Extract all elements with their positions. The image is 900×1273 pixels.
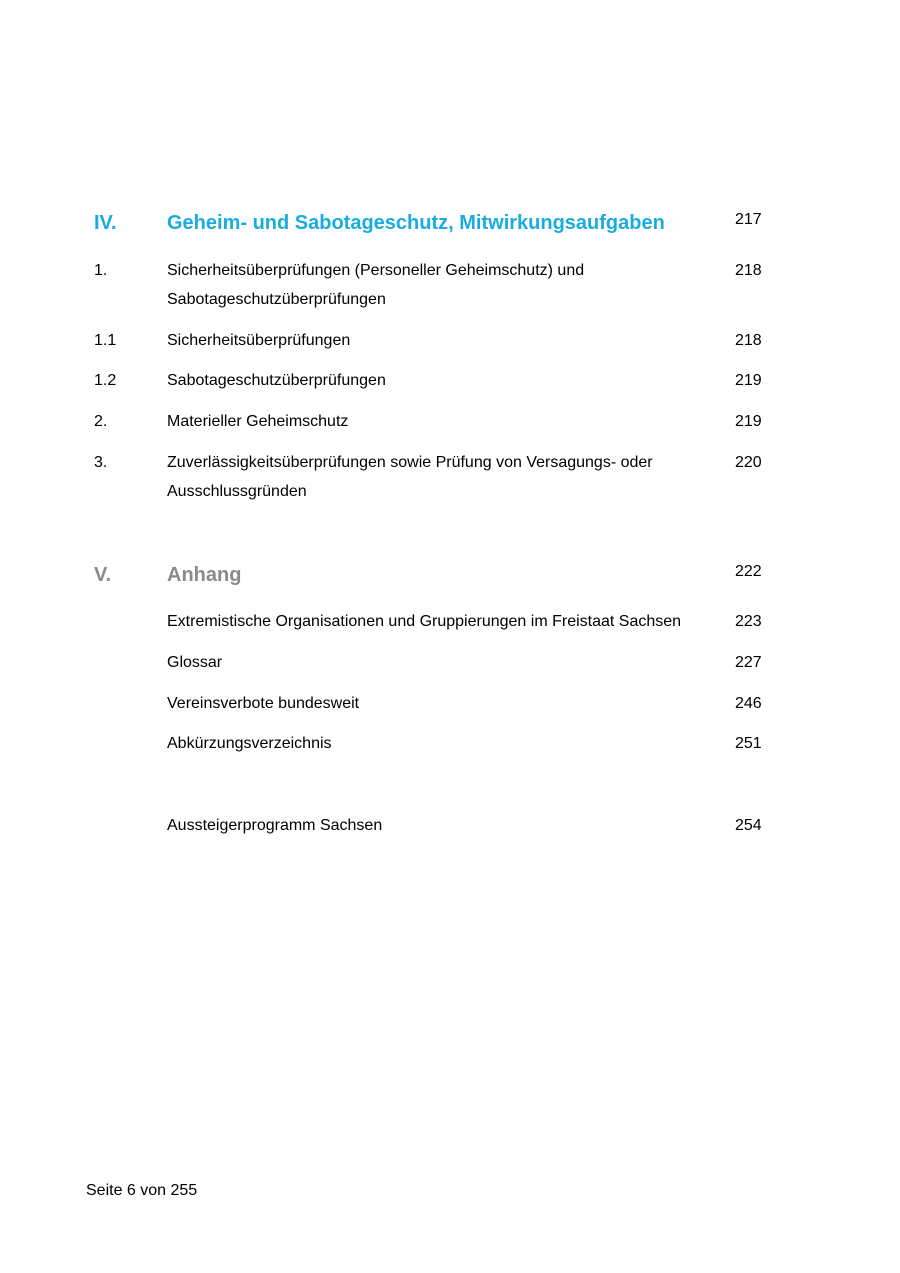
page-footer: Seite 6 von 255	[86, 1182, 198, 1199]
entry-title-line: Ausschlussgründen	[167, 483, 307, 500]
entry-number: 3.	[94, 454, 108, 471]
entry-title: Materieller Geheimschutz	[167, 413, 349, 430]
entry-page-number: 218	[735, 332, 762, 349]
entry-page-number: 251	[735, 735, 762, 752]
entry-number: 1.2	[94, 372, 117, 389]
section-title: Anhang	[167, 564, 242, 586]
section-title: Geheim- und Sabotageschutz, Mitwirkungsaufgaben	[167, 212, 665, 234]
entry-title	[167, 256, 722, 314]
entry-title-line: Sabotageschutzüberprüfungen	[167, 291, 386, 308]
entry-number: 1.	[94, 262, 108, 279]
entry-page-number: 218	[735, 262, 762, 279]
entry-title: Glossar	[167, 654, 223, 671]
entry-page-number: 246	[735, 695, 762, 712]
entry-title: Sicherheitsüberprüfungen	[167, 332, 351, 349]
entry-title-line: Sicherheitsüberprüfungen (Personeller Geheimschutz) und	[167, 262, 585, 279]
entry-title: Vereinsverbote bundesweit	[167, 695, 360, 712]
section-number: IV.	[94, 212, 117, 234]
entry-number: 2.	[94, 413, 108, 430]
entry-number: 1.1	[94, 332, 117, 349]
entry-title: Extremistische Organisationen und Gruppierungen im Freistaat Sachsen	[167, 613, 682, 630]
entry-title: Sabotageschutzüberprüfungen	[167, 372, 386, 389]
entry-title	[167, 448, 722, 506]
section-number: V.	[94, 564, 112, 586]
entry-page-number: 219	[735, 372, 762, 389]
entry-page-number: 254	[735, 817, 762, 834]
entry-page-number: 220	[735, 454, 762, 471]
entry-title: Aussteigerprogramm Sachsen	[167, 817, 383, 834]
entry-title-line: Zuverlässigkeitsüberprüfungen sowie Prüfung von Versagungs- oder	[167, 454, 653, 471]
entry-page-number: 223	[735, 613, 762, 630]
entry-page-number: 219	[735, 413, 762, 430]
entry-title: Abkürzungsverzeichnis	[167, 735, 332, 752]
section-page-number: 222	[735, 563, 762, 580]
section-page-number: 217	[735, 211, 762, 228]
entry-page-number: 227	[735, 654, 762, 671]
